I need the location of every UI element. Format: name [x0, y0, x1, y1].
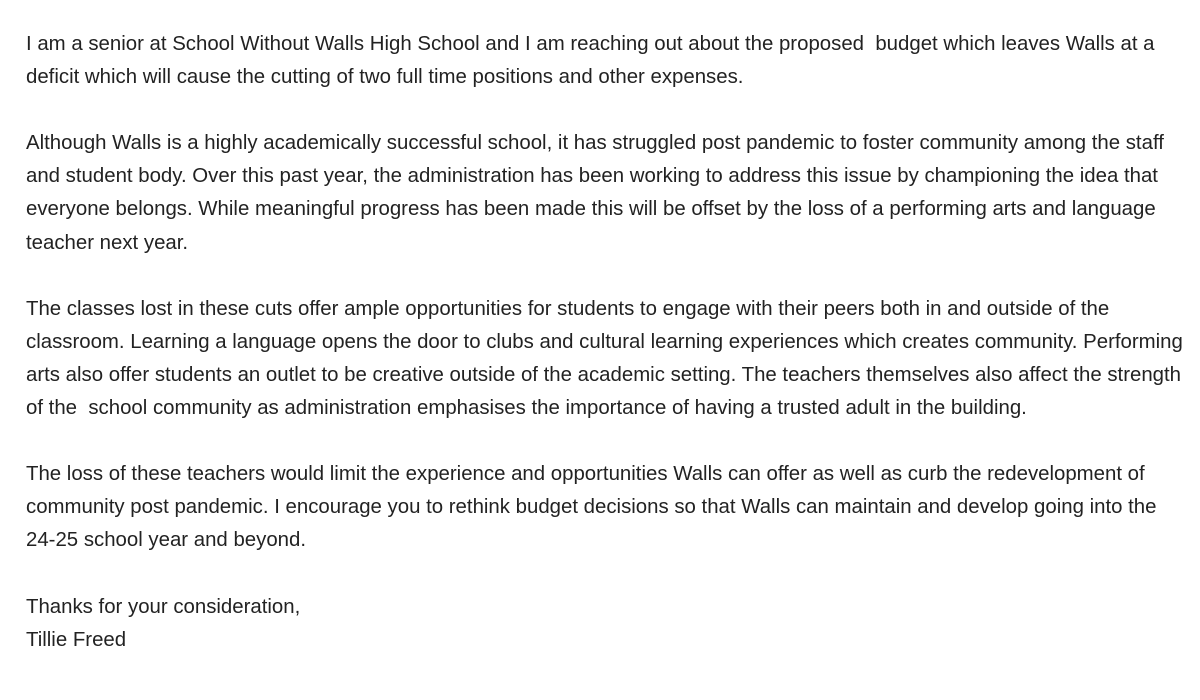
closing-line: Thanks for your consideration,	[26, 595, 301, 618]
paragraph-budget-deficit: I am a senior at School Without Walls High School and I am reaching out about the proposed budget which leaves Walls at a deficit which will cause the cutting of two full time positions and other expenses.	[26, 33, 1161, 89]
paragraph-request: The loss of these teachers would limit the experience and opportunities Walls can offer as well as curb the redevelopment of community post pandemic. I encourage you to rethink budget decisions so that Walls can maintain and develop going into the 24-25 school year and beyond.	[26, 463, 1163, 552]
signature-name: Tillie Freed	[26, 628, 127, 651]
paragraph-community-progress: Although Walls is a highly academically successful school, it has struggled post pandemic to foster community among the staff and student body. Over this past year, the administration has been working to address this issue by championing the idea that everyone belongs. While meaningful progress has been made this will be offset by the loss of a performing arts and language teacher next year.	[26, 132, 1170, 254]
email-body	[26, 28, 1189, 657]
paragraph-classes-lost: The classes lost in these cuts offer ample opportunities for students to engage with their peers both in and outside of the classroom. Learning a language opens the door to clubs and cultural learning experiences which creates community. Performing arts also offer students an outlet to be creative outside of the academic setting. The teachers themselves also affect the strength of the school community as administration emphasises the importance of having a trusted adult in the building.	[26, 297, 1189, 420]
sign-off	[26, 591, 1186, 657]
